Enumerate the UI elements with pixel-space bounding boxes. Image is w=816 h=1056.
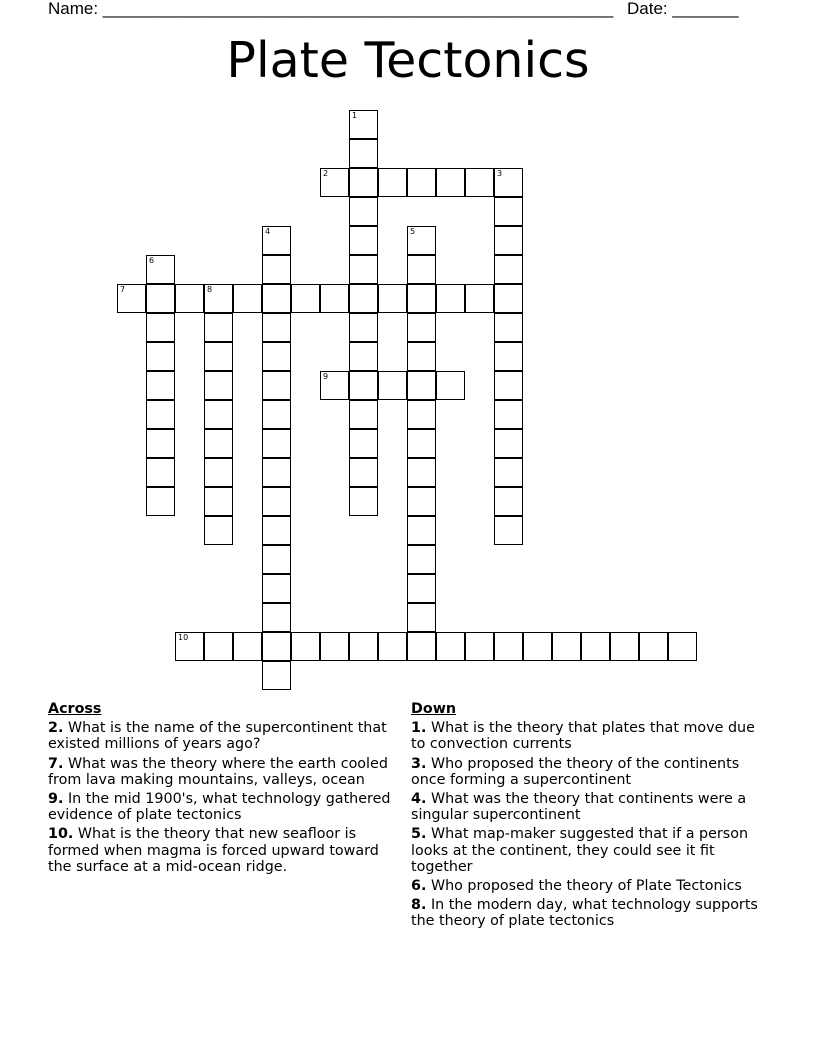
grid-cell[interactable]	[436, 284, 465, 313]
clue-text: Who proposed the theory of the continents once forming a supercontinent	[411, 755, 740, 788]
grid-cell[interactable]	[146, 371, 175, 400]
grid-cell[interactable]	[436, 371, 465, 400]
grid-cell[interactable]	[610, 632, 639, 661]
clue-text: Who proposed the theory of Plate Tectonics	[430, 878, 742, 895]
date-field-label: Date: _______	[627, 0, 739, 18]
clue-text: In the mid 1900's, what technology gathered evidence of plate tectonics	[48, 791, 391, 824]
grid-cell[interactable]	[494, 458, 523, 487]
grid-cell[interactable]	[262, 284, 291, 313]
grid-cell[interactable]	[262, 632, 291, 661]
grid-cell[interactable]	[349, 284, 378, 313]
clue-number-label: 7	[120, 285, 126, 294]
grid-cell[interactable]	[349, 226, 378, 255]
grid-cell[interactable]	[494, 632, 523, 661]
grid-cell[interactable]	[204, 487, 233, 516]
grid-cell[interactable]	[349, 197, 378, 226]
grid-cell[interactable]	[349, 313, 378, 342]
grid-cell[interactable]	[407, 487, 436, 516]
clue-number: 1.	[411, 720, 427, 737]
clue-text: What is the name of the supercontinent that existed millions of years ago?	[48, 720, 387, 753]
clue-across-7	[48, 756, 398, 788]
grid-cell[interactable]	[262, 661, 291, 690]
grid-cell[interactable]	[639, 632, 668, 661]
name-field-label: Name: ______________________________________________________	[48, 0, 614, 18]
clue-down-3	[411, 756, 773, 788]
clue-number: 7.	[48, 755, 64, 772]
clue-number: 3.	[411, 755, 427, 772]
grid-cell[interactable]	[204, 516, 233, 545]
grid-cell[interactable]	[349, 342, 378, 371]
grid-cell[interactable]	[146, 284, 175, 313]
clue-number-label: 5	[410, 227, 416, 236]
clue-number: 8.	[411, 897, 427, 914]
grid-cell[interactable]	[349, 400, 378, 429]
grid-cell[interactable]	[233, 284, 262, 313]
grid-cell[interactable]	[262, 574, 291, 603]
grid-cell[interactable]	[407, 342, 436, 371]
clue-down-5	[411, 826, 773, 875]
clue-number: 5.	[411, 826, 427, 843]
grid-cell[interactable]	[146, 458, 175, 487]
grid-cell[interactable]	[378, 284, 407, 313]
grid-cell[interactable]	[494, 487, 523, 516]
grid-cell[interactable]	[146, 400, 175, 429]
grid-cell[interactable]	[349, 487, 378, 516]
grid-cell[interactable]	[465, 284, 494, 313]
clue-down-8	[411, 897, 773, 929]
grid-cell[interactable]	[320, 284, 349, 313]
clue-number-label: 2	[323, 169, 329, 178]
grid-cell[interactable]	[494, 226, 523, 255]
grid-cell[interactable]	[349, 458, 378, 487]
across-clues	[48, 701, 398, 878]
grid-cell[interactable]	[146, 487, 175, 516]
clue-number-label: 9	[323, 372, 329, 381]
clue-text: In the modern day, what technology supports the theory of plate tectonics	[411, 897, 758, 930]
grid-cell[interactable]	[494, 371, 523, 400]
grid-cell[interactable]	[494, 284, 523, 313]
grid-cell[interactable]	[407, 255, 436, 284]
grid-cell[interactable]	[407, 574, 436, 603]
grid-cell[interactable]	[262, 487, 291, 516]
grid-cell[interactable]	[262, 371, 291, 400]
clue-text: What is the theory that new seafloor is formed when magma is forced upward toward the surface at a mid-ocean ridge.	[48, 826, 379, 875]
grid-cell[interactable]	[262, 342, 291, 371]
clue-number-label: 1	[352, 111, 358, 120]
grid-cell[interactable]	[407, 168, 436, 197]
clue-number-label: 6	[149, 256, 155, 265]
clue-number-label: 10	[178, 633, 189, 642]
clue-across-2	[48, 720, 398, 752]
grid-cell[interactable]	[407, 632, 436, 661]
clue-text: What is the theory that plates that move due to convection currents	[411, 720, 755, 753]
grid-cell[interactable]	[349, 110, 378, 139]
grid-cell[interactable]	[262, 545, 291, 574]
grid-cell[interactable]	[291, 284, 320, 313]
grid-cell[interactable]	[407, 400, 436, 429]
grid-cell[interactable]	[204, 371, 233, 400]
page-title: Plate Tectonics	[226, 32, 590, 89]
clue-down-4	[411, 791, 773, 823]
grid-cell[interactable]	[407, 371, 436, 400]
grid-cell[interactable]	[407, 284, 436, 313]
grid-cell[interactable]	[262, 429, 291, 458]
grid-cell[interactable]	[262, 226, 291, 255]
grid-cell[interactable]	[262, 516, 291, 545]
clue-down-1	[411, 720, 773, 752]
grid-cell[interactable]	[204, 284, 233, 313]
grid-cell[interactable]	[320, 371, 349, 400]
down-clues	[411, 701, 773, 933]
grid-cell[interactable]	[204, 429, 233, 458]
clue-text: What was the theory where the earth cooled from lava making mountains, valleys, ocean	[48, 755, 388, 788]
grid-cell[interactable]	[378, 371, 407, 400]
down-heading: Down	[411, 701, 457, 717]
grid-cell[interactable]	[407, 226, 436, 255]
grid-cell[interactable]	[262, 458, 291, 487]
grid-cell[interactable]	[291, 632, 320, 661]
grid-cell[interactable]	[349, 429, 378, 458]
grid-cell[interactable]	[407, 603, 436, 632]
grid-cell[interactable]	[349, 632, 378, 661]
grid-cell[interactable]	[262, 603, 291, 632]
grid-cell[interactable]	[320, 632, 349, 661]
grid-cell[interactable]	[436, 632, 465, 661]
grid-cell[interactable]	[146, 342, 175, 371]
grid-cell[interactable]	[349, 371, 378, 400]
grid-cell[interactable]	[175, 284, 204, 313]
grid-cell[interactable]	[494, 313, 523, 342]
grid-cell[interactable]	[146, 313, 175, 342]
grid-cell[interactable]	[262, 255, 291, 284]
grid-cell[interactable]	[204, 458, 233, 487]
clue-across-10	[48, 826, 398, 875]
grid-cell[interactable]	[407, 458, 436, 487]
clue-number: 6.	[411, 878, 427, 895]
grid-cell[interactable]	[262, 400, 291, 429]
grid-cell[interactable]	[175, 632, 204, 661]
grid-cell[interactable]	[407, 545, 436, 574]
clue-down-6	[411, 878, 773, 894]
grid-cell[interactable]	[407, 516, 436, 545]
grid-cell[interactable]	[233, 632, 262, 661]
clue-number-label: 4	[265, 227, 271, 236]
grid-cell[interactable]	[465, 632, 494, 661]
grid-cell[interactable]	[146, 429, 175, 458]
clue-number: 2.	[48, 720, 64, 737]
clue-text: What was the theory that continents were a singular supercontinent	[411, 791, 747, 824]
grid-cell[interactable]	[407, 313, 436, 342]
grid-cell[interactable]	[349, 168, 378, 197]
grid-cell[interactable]	[204, 400, 233, 429]
clue-number-label: 3	[497, 169, 503, 178]
grid-cell[interactable]	[494, 516, 523, 545]
grid-cell[interactable]	[146, 255, 175, 284]
grid-cell[interactable]	[378, 168, 407, 197]
grid-cell[interactable]	[494, 197, 523, 226]
grid-cell[interactable]	[262, 313, 291, 342]
clue-text: What map-maker suggested that if a person looks at the continent, they could see it fit together	[411, 826, 749, 875]
grid-cell[interactable]	[494, 255, 523, 284]
grid-cell[interactable]	[465, 168, 494, 197]
grid-cell[interactable]	[581, 632, 610, 661]
grid-cell[interactable]	[407, 429, 436, 458]
clue-across-9	[48, 791, 398, 823]
grid-cell[interactable]	[552, 632, 581, 661]
grid-cell[interactable]	[494, 168, 523, 197]
grid-cell[interactable]	[668, 632, 697, 661]
clue-number-label: 8	[207, 285, 213, 294]
grid-cell[interactable]	[117, 284, 146, 313]
grid-cell[interactable]	[204, 313, 233, 342]
grid-cell[interactable]	[523, 632, 552, 661]
grid-cell[interactable]	[204, 632, 233, 661]
clue-number: 4.	[411, 791, 427, 808]
grid-cell[interactable]	[494, 429, 523, 458]
grid-cell[interactable]	[349, 255, 378, 284]
grid-cell[interactable]	[204, 342, 233, 371]
grid-cell[interactable]	[494, 342, 523, 371]
grid-cell[interactable]	[494, 400, 523, 429]
grid-cell[interactable]	[436, 168, 465, 197]
clue-number: 9.	[48, 791, 64, 808]
across-heading: Across	[48, 701, 102, 717]
grid-cell[interactable]	[378, 632, 407, 661]
grid-cell[interactable]	[349, 139, 378, 168]
clue-number: 10.	[48, 826, 74, 843]
grid-cell[interactable]	[320, 168, 349, 197]
